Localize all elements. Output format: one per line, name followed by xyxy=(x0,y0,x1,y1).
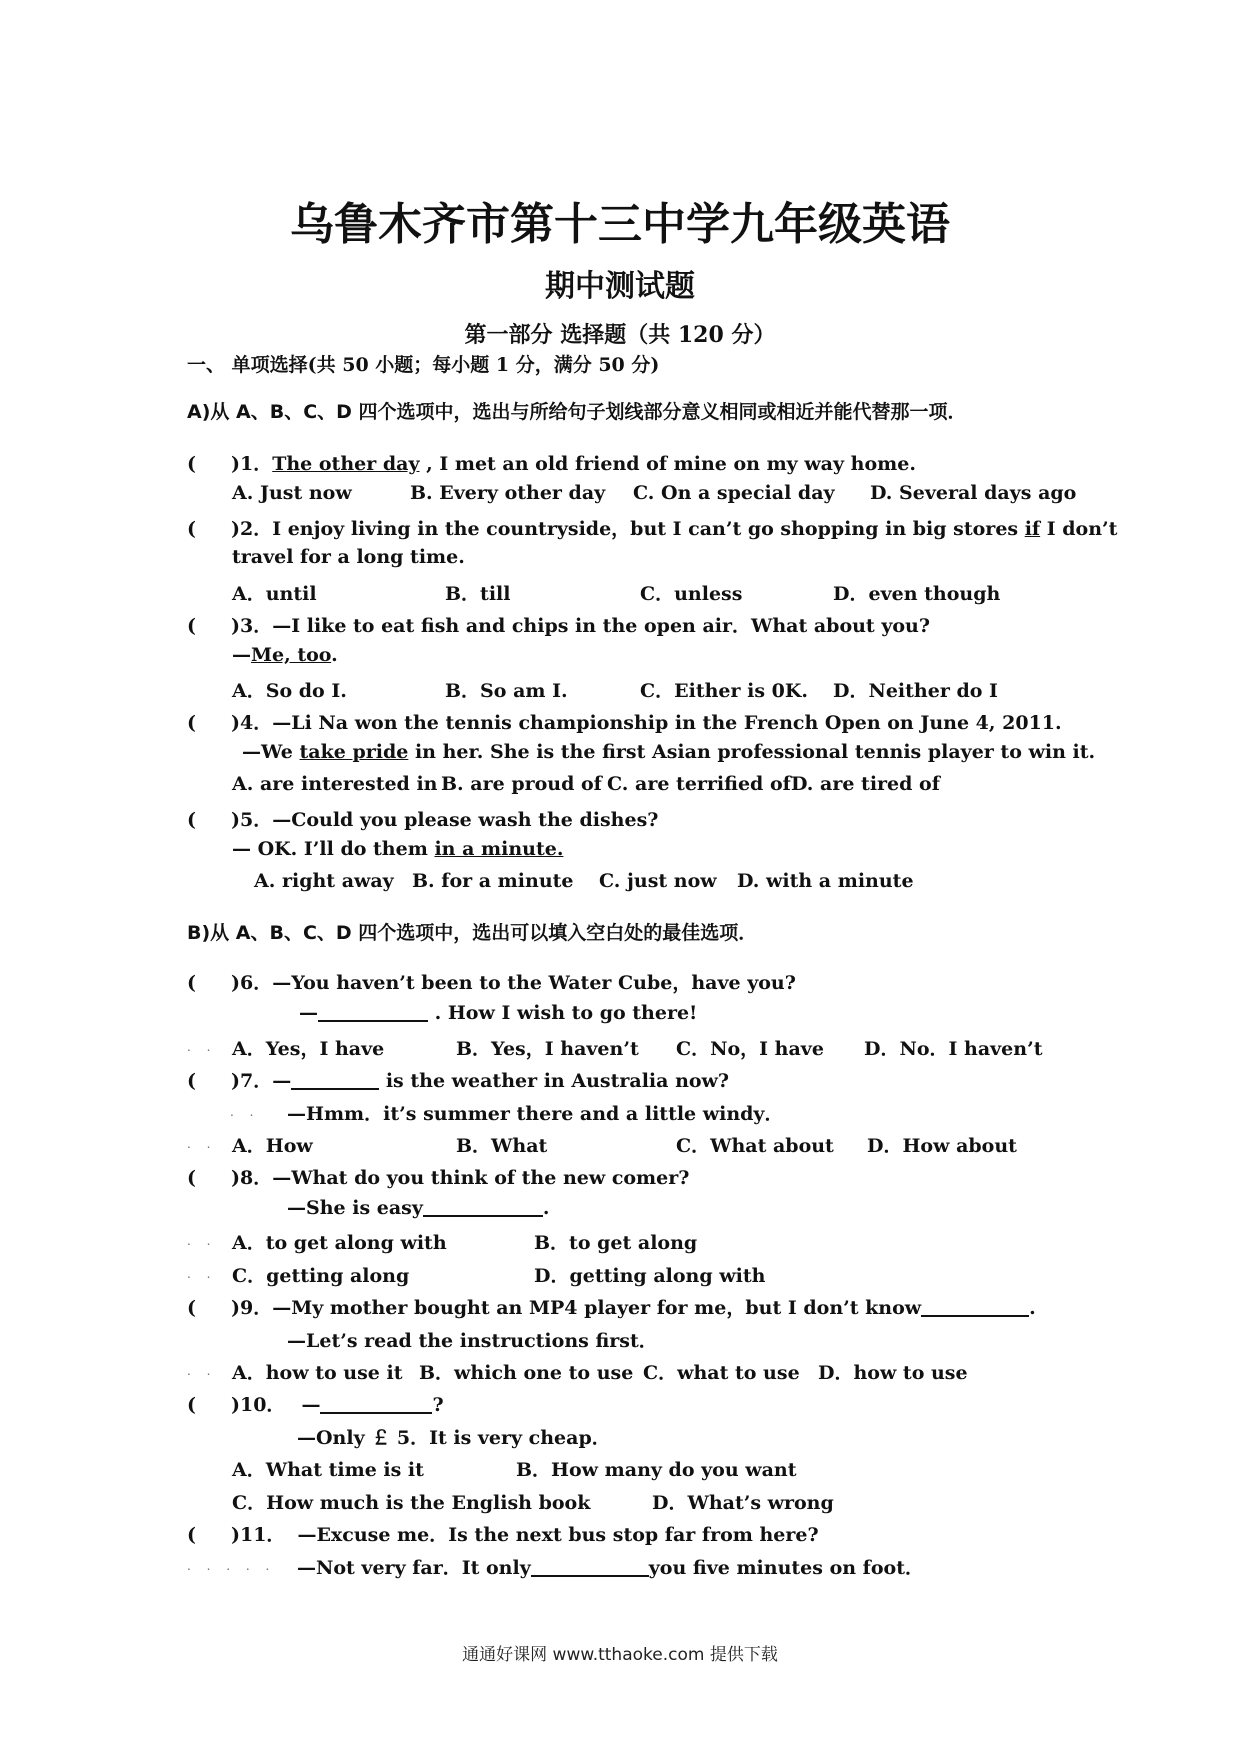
q2-option-d: D．even though xyxy=(833,583,1001,605)
question-text: —What do you think of the new comer? xyxy=(272,1167,690,1189)
q9-option-d: D．how to use xyxy=(818,1362,968,1384)
q1-option-c: C. On a special day xyxy=(633,482,835,504)
q5-option-b: B. for a minute xyxy=(412,870,574,892)
question-2-continued: travel for a long time. xyxy=(232,546,465,568)
section-heading-1: 一、 单项选择(共 50 小题；每小题 1 分，满分 50 分) xyxy=(187,354,660,376)
reply-end: you five minutes on foot． xyxy=(648,1557,924,1579)
question-7 xyxy=(187,1066,729,1093)
q6-option-b: B．Yes，I haven’t xyxy=(456,1038,639,1060)
answer-blank xyxy=(921,1296,1029,1317)
underlined-phrase: in a minute. xyxy=(434,838,564,860)
question-8 xyxy=(187,1163,689,1190)
question-end: . xyxy=(1029,1297,1036,1319)
q2-option-c: C．unless xyxy=(640,583,743,605)
q7-option-a: A．How xyxy=(232,1135,313,1157)
question-text: —Could you please wash the dishes? xyxy=(272,809,659,831)
question-number: )9． xyxy=(231,1297,273,1319)
scan-dots: . . xyxy=(187,1040,217,1054)
question-number: )4． xyxy=(231,712,273,734)
reply-end: . xyxy=(542,1197,550,1219)
question-5 xyxy=(187,805,658,832)
question-text: is the weather in Australia now? xyxy=(379,1070,730,1092)
answer-blank xyxy=(423,1196,543,1217)
answer-paren: ( xyxy=(187,1070,196,1092)
question-1 xyxy=(187,449,916,476)
q3-option-d: D．Neither do I xyxy=(833,680,998,702)
answer-blank xyxy=(291,1069,379,1090)
question-number: )7． xyxy=(231,1070,273,1092)
q7-option-b: B．What xyxy=(456,1135,548,1157)
question-number: )1． xyxy=(231,453,273,475)
question-text: I enjoy living in the countryside，but I can’t go shopping in big stores xyxy=(272,518,1025,540)
q9-option-b: B．which one to use xyxy=(419,1362,634,1384)
answer-paren: ( xyxy=(187,453,196,475)
question-text: —My mother bought an MP4 player for me，but I don’t know xyxy=(272,1297,922,1319)
answer-paren: ( xyxy=(187,615,196,637)
question-3-reply xyxy=(232,644,338,666)
q4-option-a: A. are interested in xyxy=(232,773,438,795)
dash: — xyxy=(232,644,251,666)
answer-paren: ( xyxy=(187,712,196,734)
question-text: —You haven’t been to the Water Cube，have you? xyxy=(272,972,796,994)
reply-end: in her. She is the first Asian professional tennis player to win it. xyxy=(408,741,1096,763)
question-text: —I like to eat fish and chips in the open air．What about you? xyxy=(272,615,930,637)
reply-start: —Not very far．It only xyxy=(297,1557,531,1579)
reply-start: —We xyxy=(242,741,300,763)
question-10-reply: —Only ￡ 5．It is very cheap． xyxy=(297,1427,611,1449)
question-number: )5． xyxy=(231,809,273,831)
q5-option-c: C. just now xyxy=(599,870,717,892)
scan-dots: . . xyxy=(187,1364,217,1378)
q3-option-b: B．So am I. xyxy=(445,680,568,702)
question-number: )3． xyxy=(231,615,273,637)
q4-option-c: C. are terrified of xyxy=(607,773,791,795)
answer-paren: ( xyxy=(187,809,196,831)
q8-option-a: A．to get along with xyxy=(232,1232,447,1254)
q6-option-c: C．No，I have xyxy=(676,1038,824,1060)
period: . xyxy=(331,644,338,666)
q4-option-d: D. are tired of xyxy=(791,773,940,795)
question-number: )8． xyxy=(231,1167,273,1189)
scan-dots: . . xyxy=(187,1137,217,1151)
underlined-phrase: Me, too xyxy=(251,644,332,666)
q9-option-c: C．what to use xyxy=(643,1362,800,1384)
q2-option-a: A．until xyxy=(232,583,317,605)
q6-option-d: D．No．I haven’t xyxy=(864,1038,1043,1060)
question-11 xyxy=(187,1520,819,1547)
q7-option-d: D．How about xyxy=(867,1135,1017,1157)
question-text: , I met an old friend of mine on my way home. xyxy=(419,453,916,475)
scan-dots: . . xyxy=(187,1267,217,1281)
q6-option-a: A．Yes，I have xyxy=(232,1038,385,1060)
underlined-phrase: take pride xyxy=(299,741,409,763)
answer-paren: ( xyxy=(187,518,196,540)
question-5-reply xyxy=(232,838,563,860)
question-2 xyxy=(187,514,1117,541)
scan-dots: . . . . . xyxy=(187,1559,276,1573)
q8-option-d: D．getting along with xyxy=(534,1265,766,1287)
q1-option-d: D. Several days ago xyxy=(870,482,1077,504)
question-3 xyxy=(187,611,930,638)
q1-option-a: A. Just now xyxy=(232,482,352,504)
answer-paren: ( xyxy=(187,1167,196,1189)
answer-blank xyxy=(318,1001,428,1022)
q10-option-a: A．What time is it xyxy=(232,1459,424,1481)
q1-option-b: B. Every other day xyxy=(410,482,606,504)
q2-option-b: B．till xyxy=(445,583,511,605)
q7-option-c: C．What about xyxy=(676,1135,834,1157)
answer-paren: ( xyxy=(187,1297,196,1319)
reply-end: . How I wish to go there! xyxy=(428,1002,698,1024)
answer-paren: ( xyxy=(187,1524,196,1546)
footer-credit: 通通好课网 www.tthaoke.com 提供下载 xyxy=(462,1645,778,1665)
question-9-reply: —Let’s read the instructions first． xyxy=(287,1330,658,1352)
q8-option-b: B．to get along xyxy=(534,1232,698,1254)
underlined-phrase: if xyxy=(1024,518,1041,540)
question-dash: — xyxy=(272,1070,292,1092)
question-7-reply: —Hmm．it’s summer there and a little windy． xyxy=(287,1103,784,1125)
answer-blank xyxy=(531,1556,649,1577)
question-4 xyxy=(187,708,1062,735)
part-heading: 第一部分 选择题（共 120 分） xyxy=(464,322,776,348)
question-text-end: I don’t xyxy=(1040,518,1118,540)
q9-option-a: A．how to use it xyxy=(232,1362,403,1384)
question-number: )10． xyxy=(231,1394,286,1416)
q5-option-a: A. right away xyxy=(254,870,394,892)
answer-paren: ( xyxy=(187,972,196,994)
question-11-reply xyxy=(297,1553,924,1580)
page-subtitle: 期中测试题 xyxy=(545,269,695,304)
answer-paren: ( xyxy=(187,1394,196,1416)
question-4-reply xyxy=(242,741,1095,763)
reply-start: — OK. I’ll do them xyxy=(232,838,435,860)
q10-option-b: B．How many do you want xyxy=(516,1459,797,1481)
question-text: —Excuse me．Is the next bus stop far from here? xyxy=(297,1524,819,1546)
q4-option-b: B. are proud of xyxy=(441,773,602,795)
section-b-instruction: B)从 A、B、C、D 四个选项中，选出可以填入空白处的最佳选项． xyxy=(187,922,758,944)
q8-option-c: C．getting along xyxy=(232,1265,410,1287)
q5-option-d: D. with a minute xyxy=(737,870,914,892)
question-9 xyxy=(187,1293,1036,1320)
question-6-reply xyxy=(299,1001,697,1024)
reply-dash: — xyxy=(299,1002,318,1024)
section-a-instruction: A)从 A、B、C、D 四个选项中，选出与所给句子划线部分意义相同或相近并能代替那一项． xyxy=(187,401,967,423)
q3-option-a: A．So do I. xyxy=(232,680,347,702)
q10-option-c: C．How much is the English book xyxy=(232,1492,591,1514)
scan-dots: . . xyxy=(230,1105,260,1119)
question-8-reply xyxy=(287,1196,550,1219)
question-number: )6． xyxy=(231,972,273,994)
question-number: )2． xyxy=(231,518,273,540)
question-end: ? xyxy=(432,1394,444,1416)
question-6 xyxy=(187,968,796,995)
page-title: 乌鲁木齐市第十三中学九年级英语 xyxy=(290,199,950,250)
q10-option-d: D．What’s wrong xyxy=(652,1492,834,1514)
q3-option-c: C．Either is 0K. xyxy=(640,680,809,702)
scan-dots: . . xyxy=(187,1234,217,1248)
answer-blank xyxy=(320,1393,432,1414)
reply-start: —She is easy xyxy=(287,1197,423,1219)
question-text: —Li Na won the tennis championship in the French Open on June 4, 2011. xyxy=(272,712,1062,734)
underlined-phrase: The other day xyxy=(272,453,420,475)
question-10 xyxy=(187,1390,444,1417)
question-dash: — xyxy=(301,1394,321,1416)
question-number: )11． xyxy=(231,1524,286,1546)
